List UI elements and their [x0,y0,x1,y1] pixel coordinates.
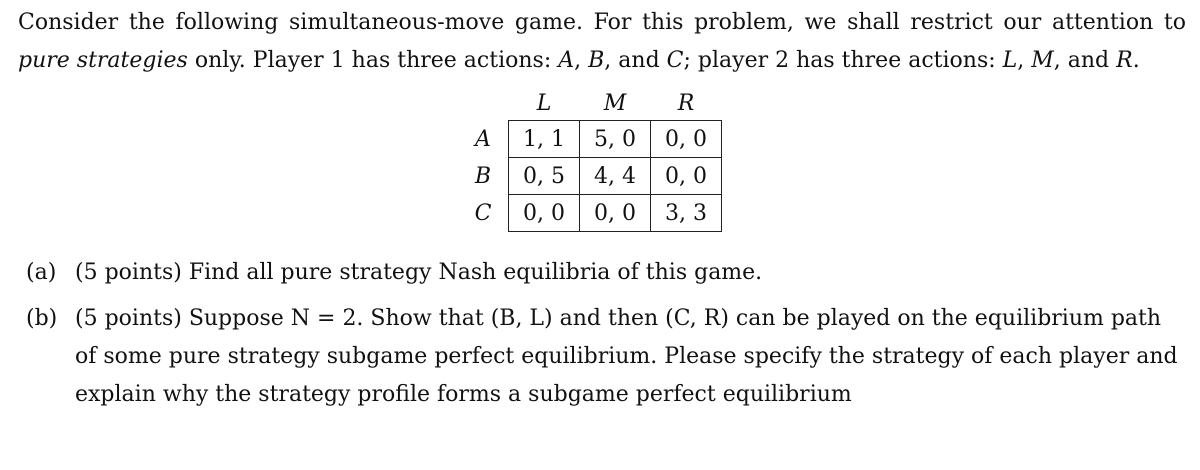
question-part [18,254,1186,292]
column-header-row [458,86,722,121]
intro-text: Consider the following simultaneous-move game. For this problem, we shall restrict our attention to [18,10,1186,35]
payoff-cell: 5, 0 [580,121,651,158]
action-symbol: R [1116,48,1133,73]
action-symbol: A [558,48,575,73]
problem-document [18,4,1186,422]
payoff-matrix-container [18,86,1186,236]
matrix-row [458,158,722,195]
action-symbol: B [588,48,605,73]
payoff-cell: 1, 1 [509,121,580,158]
problem-intro [18,4,1186,80]
payoff-cell: 0, 0 [651,158,722,195]
action-symbol: L [1002,48,1018,73]
corner-cell [458,86,509,121]
intro-text: , [1017,48,1032,73]
row-header: A [475,126,491,152]
intro-text: , and [604,48,667,73]
part-text: (5 points) Suppose N = 2. Show that (B, L) and then (C, R) can be played on the equilibrium path of some pure strategy subgame perfect equilibrium. Please specify the strategy of each player and explain why the strategy profile forms a subgame perfect equilibrium [75,306,1178,407]
payoff-cell: 3, 3 [651,195,722,232]
intro-text: , and [1053,48,1117,73]
payoff-cell: 4, 4 [580,158,651,195]
question-parts [18,254,1186,414]
column-header: M [603,90,627,116]
question-part [18,300,1186,414]
column-header: R [677,90,695,116]
row-header: C [474,200,492,226]
intro-text: . [1132,48,1140,73]
part-text: (5 points) Find all pure strategy Nash equilibria of this game. [75,260,763,285]
payoff-cell: 0, 5 [509,158,580,195]
intro-text: only. Player 1 has three actions: [187,48,559,73]
intro-emphasis: pure strategies [18,48,188,73]
payoff-matrix [458,86,722,232]
payoff-cell: 0, 0 [651,121,722,158]
part-marker: (a) [26,260,57,285]
column-header: L [536,90,552,116]
intro-text: ; player 2 has three actions: [683,48,1003,73]
action-symbol: M [1031,48,1054,73]
payoff-cell: 0, 0 [509,195,580,232]
action-symbol: C [666,48,684,73]
part-marker: (b) [26,306,58,331]
matrix-row [458,195,722,232]
matrix-row [458,121,722,158]
row-header: B [474,163,492,189]
payoff-cell: 0, 0 [580,195,651,232]
intro-text: , [574,48,589,73]
